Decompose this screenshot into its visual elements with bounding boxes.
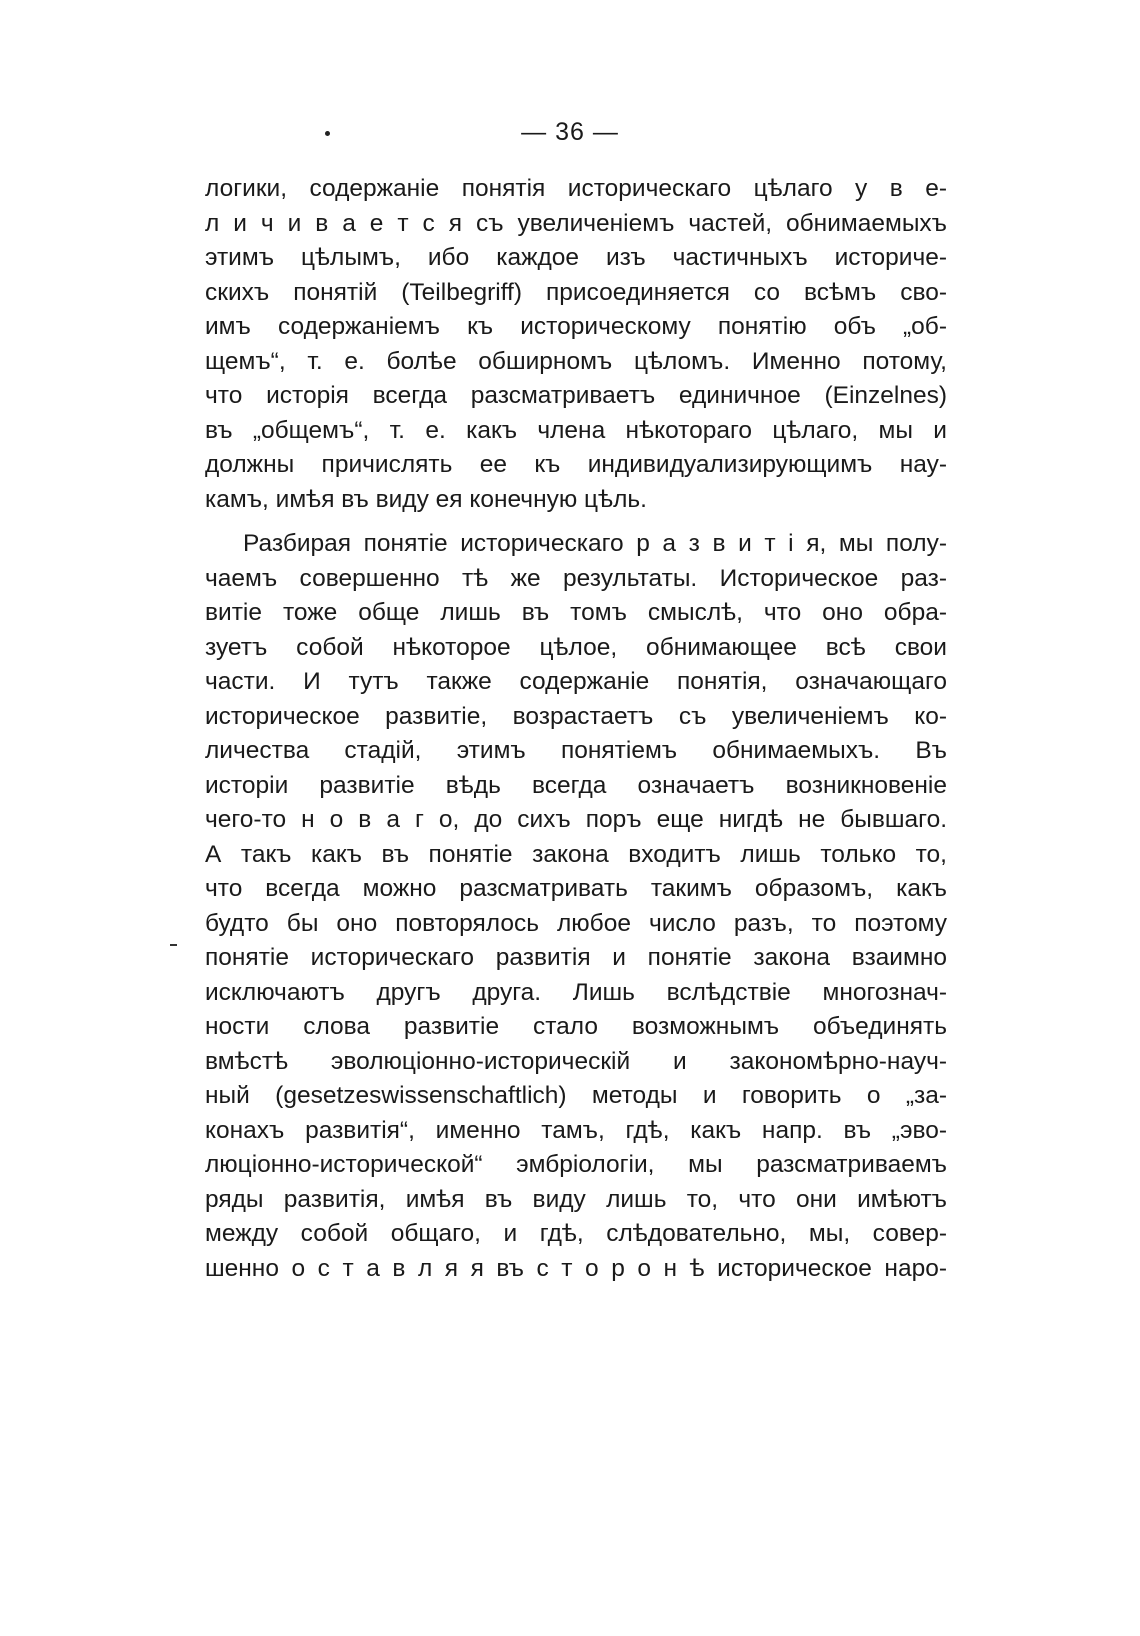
text-line: ности слова развитіе стало возможнымъ объединять	[205, 1013, 947, 1040]
text-line: чего-то н о в а г о, до сихъ поръ еще нигдѣ не бывшаго.	[205, 806, 947, 833]
text-line: этимъ цѣлымъ, ибо каждое изъ частичныхъ историче-	[205, 244, 947, 271]
text-line: чаемъ совершенно тѣ же результаты. Историческое раз-	[205, 564, 947, 592]
paragraph-1	[205, 172, 947, 517]
text-line: А такъ какъ въ понятіе закона входитъ лишь только то,	[205, 840, 947, 868]
text-line: имъ содержаніемъ къ историческому понятію объ „об-	[205, 313, 947, 340]
text-line: что исторія всегда разсматриваетъ единичное (Einzelnes)	[205, 382, 947, 409]
text-line: исторіи развитіе вѣдь всегда означаетъ возникновеніе	[205, 771, 947, 799]
text-line: ряды развитія, имѣя въ виду лишь то, что они имѣютъ	[205, 1185, 947, 1213]
text-line: понятіе историческаго развитія и понятіе закона взаимно	[205, 944, 947, 971]
text-line: въ „общемъ“, т. е. какъ члена нѣкотораго цѣлаго, мы и	[205, 416, 947, 444]
text-line: конахъ развитія“, именно тамъ, гдѣ, какъ напр. въ „эво-	[205, 1116, 947, 1144]
text-line: Разбирая понятіе историческаго р а з в и т і я, мы полу-	[243, 530, 947, 557]
text-line: будто бы оно повторялось любое число разъ, то поэтому	[205, 909, 947, 937]
text-line: что всегда можно разсматривать такимъ образомъ, какъ	[205, 875, 947, 902]
text-line: щемъ“, т. е. болѣе обширномъ цѣломъ. Именно потому,	[205, 347, 947, 375]
body-text	[205, 172, 947, 1286]
text-line: исключаютъ другъ друга. Лишь вслѣдствіе многознач-	[205, 978, 947, 1006]
text-line: ный (gesetzeswissenschaftlich) методы и говорить о „за-	[205, 1082, 947, 1109]
text-line: между собой общаго, и гдѣ, слѣдовательно, мы, совер-	[205, 1220, 947, 1247]
text-line: части. И тутъ также содержаніе понятія, означающаго	[205, 668, 947, 695]
margin-mark	[170, 944, 177, 946]
page-number: — 36 —	[521, 118, 619, 146]
text-line: зуетъ собой нѣкоторое цѣлое, обнимающее всѣ свои	[205, 633, 947, 661]
text-line: люціонно-исторической“ эмбріологіи, мы разсматриваемъ	[205, 1151, 947, 1178]
paragraph-2	[205, 527, 947, 1286]
text-line: историческое развитіе, возрастаетъ съ увеличеніемъ ко-	[205, 702, 947, 730]
text-line: л и ч и в а е т с я съ увеличеніемъ частей, обнимаемыхъ	[205, 209, 947, 237]
text-line: витіе тоже обще лишь въ томъ смыслѣ, что оно обра-	[205, 599, 947, 626]
text-line: должны причислять ее къ индивидуализирующимъ нау-	[205, 451, 947, 478]
text-line: камъ, имѣя въ виду ея конечную цѣль.	[205, 485, 647, 513]
text-line: шенно о с т а в л я я въ с т о р о н ѣ историческое наро-	[205, 1254, 947, 1282]
text-line: логики, содержаніе понятія историческаго цѣлаго у в е-	[205, 175, 947, 202]
text-line: скихъ понятій (Teilbegriff) присоединяется со всѣмъ сво-	[205, 278, 947, 306]
text-line: вмѣстѣ эволюціонно-историческій и закономѣрно-науч-	[205, 1047, 947, 1075]
text-line: личества стадій, этимъ понятіемъ обнимаемыхъ. Въ	[205, 737, 947, 764]
